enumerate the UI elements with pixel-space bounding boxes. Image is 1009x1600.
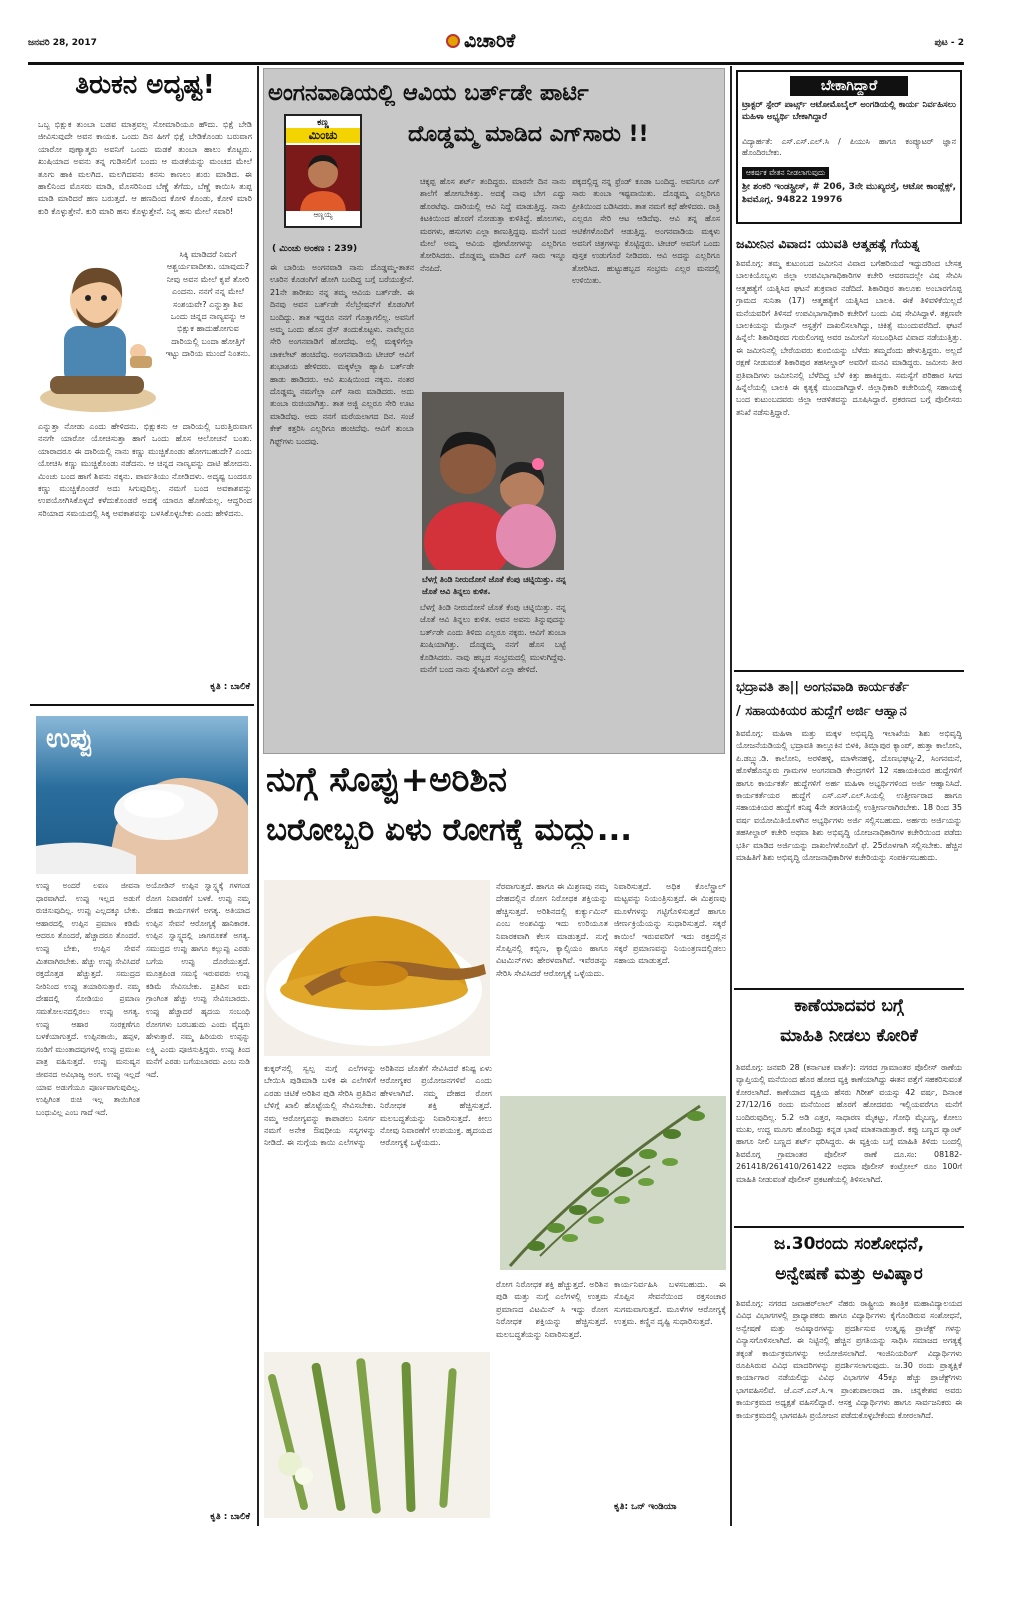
column-rule-left — [257, 66, 259, 1526]
kids-photo-caption: ಬೆಳಗ್ಗೆ ತಿಂಡಿ ನೀರುದೋಸೆ ಜೊತೆ ಕೆಂಪು ಚಟ್ನಿಯಿತ್ತು. ನನ್ನ ಜೊತೆ ಆವಿ ತಿನ್ನಲು ಕುಳಿತ. — [422, 575, 566, 597]
salt-body-a: ಉಪ್ಪು ಅಂದರೆ ಲವಣ ಜೀವನಾ ಧಾರವಾಗಿದೆ. ಉಪ್ಪು ಇಲ್ಲದ ಅಡುಗೆ ರುಚಿಸುವುದಿಲ್ಲ. ಉಪ್ಪು ಎಲ್ಲದಕ್ಕೂ ಬೇಕು. ಆಹಾರದಲ್ಲಿ ಉಪ್ಪಿನ ಪ್ರಮಾಣ ಕಡಿಮೆ ಆದರೂ ತೊಂದರೆ, ಹೆಚ್ಚಾದರೂ ತೊಂದರೆ. ಉಪ್ಪು ಬೇಕು, ಉಪ್ಪಿನ ಸೇವನೆ ಮಿತವಾಗಿರಬೇಕು. ಹೆಚ್ಚು ಉಪ್ಪು ಸೇವಿಸಿದರೆ ರಕ್ತದೊತ್ತಡ ಹೆಚ್ಚುತ್ತದೆ. ಸಮುದ್ರದ ನೀರಿನಿಂದ ಉಪ್ಪು ತಯಾರಿಸುತ್ತಾರೆ. ನಮ್ಮ ದೇಹದಲ್ಲಿ ಸೋಡಿಯಂ ಪ್ರಮಾಣ ಸಮತೋಲನದಲ್ಲಿರಲು ಉಪ್ಪು ಅಗತ್ಯ. ಉಪ್ಪು ಆಹಾರ ಸಂರಕ್ಷಣೆಗೂ ಬಳಕೆಯಾಗುತ್ತದೆ. ಉಪ್ಪಿನಕಾಯಿ, ಹಪ್ಪಳ, ಸಂಡಿಗೆ ಮುಂತಾದವುಗಳಲ್ಲಿ ಉಪ್ಪು ಪ್ರಮುಖ ಪಾತ್ರ ವಹಿಸುತ್ತದೆ. ಉಪ್ಪು ಮನುಷ್ಯನ ಜೀವನದ ಅವಿಭಾಜ್ಯ ಅಂಗ. ಉಪ್ಪು ಇಲ್ಲದೆ ಯಾವ ಅಡುಗೆಯೂ ಪೂರ್ಣವಾಗುವುದಿಲ್ಲ. ಉಪ್ಪಿಗಿಂತ ರುಚಿ ಇಲ್ಲ ತಾಯಿಗಿಂತ ಬಂಧುವಿಲ್ಲ ಎಂಬ ಗಾದೆ ಇದೆ. — [36, 881, 140, 1117]
salt-credit: ಕೃತಿ : ಬಾಲಿಕೆ — [210, 1512, 250, 1522]
job-ad-address: ಶ್ರೀ ಶಂಕರಿ ಇಂಡಸ್ಟ್ರೀಸ್, # 206, 3ನೇ ಮುಖ್ಯರಸ್ತೆ, ಆಟೋ ಕಾಂಪ್ಲೆಕ್ಸ್, ಶಿವಮೊಗ್ಗ. 94822 19976 — [742, 182, 956, 205]
salt-photo — [36, 716, 248, 874]
right-divider-1 — [734, 670, 964, 672]
story-title: ತಿರುಕನ ಅದೃಷ್ಟ! — [75, 70, 215, 100]
job-ad-qualification: ವಿದ್ಯಾರ್ಹತೆ: ಎಸ್.ಎಸ್.ಎಲ್.ಸಿ / ಪಿಯುಸಿ ಹಾಗೂ ಕಂಪ್ಯೂಟರ್ ಜ್ಞಾನ ಹೊಂದಿರಬೇಕು. — [742, 137, 956, 157]
story-body-bottom: ಎನ್ನುತ್ತಾ ನೋಡು ಎಂದು ಹೇಳಿದನು. ಭಿಕ್ಷುಕನು ಆ ದಾರಿಯಲ್ಲಿ ಬರುತ್ತಿರುವಾಗ ನನಗೇ ಯಾರೋ ಯೋಚಿಸುತ್ತಾ ಹಾಗೆ ಒಂದು ಹೊಸ ಆಲೋಚನೆ ಬಂತು. ಯಾರಾದರೂ ಈ ದಾರಿಯಲ್ಲಿ ನಾನು ಕಣ್ಣು ಮುಚ್ಚಿಕೊಂಡು ಹೋಗಬಹುದೇ? ಎಂದು ಯೋಚಿಸಿ ಕಣ್ಣು ಮುಚ್ಚಿಕೊಂಡು ನಡೆದನು. ಆ ಚಿನ್ನದ ನಾಣ್ಯವನ್ನು ದಾಟಿ ಹೋದನು. ಮಿಂಚು ಬಂದ ಹಾಗೆ ಶಿವನು ನಕ್ಕನು. ಪಾರ್ವತಿಯು ನೋಡಿದಳು. ಅದೃಷ್ಟ ಬಂದರೂ ಕಣ್ಣು ಮುಚ್ಚಿಕೊಂಡರೆ ಅದು ಸಿಗುವುದಿಲ್ಲ. ನಮಗೆ ಬಂದ ಅವಕಾಶವನ್ನು ಉಪಯೋಗಿಸಿಕೊಳ್ಳದೆ ಕಳೆದುಕೊಂಡರೆ ಅದಕ್ಕೆ ಯಾರೂ ಹೊಣೆಯಲ್ಲ. ಆದ್ದರಿಂದ ಸರಿಯಾದ ಸಮಯದಲ್ಲಿ ಸಿಕ್ಕ ಅವಕಾಶವನ್ನು ಬಳಸಿಕೊಳ್ಳಬೇಕು ಎಂದು ಹೇಳಿದನು. — [38, 421, 252, 518]
salt-title: ಉಪ್ಪು — [46, 724, 94, 754]
birthday-body-a: ಈ ಬಾರಿಯ ಅಂಗನವಾಡಿ ನಾನು ದೊಡ್ಡಮ್ಮ-ತಾತನ ಊರಿನ ಕೊಡಂಗಿಗೆ ಹೋಗಿ ಬಂದಿದ್ದ ಬಗ್ಗೆ ಬರೆಯುತ್ತೇನೆ. 21ನೇ ತಾರೀಖು ನನ್ನ ತಮ್ಮ ಆವಿಯ ಬರ್ತ್‌ಡೇ. ಈ ದಿನವು ಅವನ ಬರ್ತ್‌ಡೇ ಸೆಲೆಬ್ರೇಷನ್‌ಗೆ ಕೊಡಂಗಿಗೆ ಬಂದಿದ್ದು. ತಾತ ಇದ್ದರೂ ನನಗೆ ಗೊತ್ತಾಗಲಿಲ್ಲ. ಅವನಿಗೆ ಅಮ್ಮ ಒಂದು ಹೊಸ ಡ್ರೆಸ್ ತಂದುಕೊಟ್ಟಳು. ನಾವೆಲ್ಲರೂ ಸೇರಿ ಅಂಗನವಾಡಿಗೆ ಹೋದೆವು. ಅಲ್ಲಿ ಮಕ್ಕಳಿಗೆಲ್ಲಾ ಚಾಕಲೇಟ್ ಹಂಚಿದೆವು. ಅಂಗನವಾಡಿಯ ಟೀಚರ್ ಆವಿಗೆ ಶುಭಾಶಯ ಹೇಳಿದರು. ಮಕ್ಕಳೆಲ್ಲಾ ಹ್ಯಾಪಿ ಬರ್ತ್‌ಡೇ ಹಾಡು ಹಾಡಿದರು. ಆವಿ ಖುಷಿಯಿಂದ ನಕ್ಕನು. ನಂತರ ದೊಡ್ಡಮ್ಮ ನಮಗೆಲ್ಲಾ ಎಗ್ ಸಾರು ಮಾಡಿದರು. ಅದು ತುಂಬಾ ರುಚಿಯಾಗಿತ್ತು. ತಾತ ಅಜ್ಜಿ ಎಲ್ಲರೂ ಸೇರಿ ಊಟ ಮಾಡಿದೆವು. ಅದು ನನಗೆ ಮರೆಯಲಾಗದ ದಿನ. ಸಂಜೆ ಕೇಕ್ ಕತ್ತರಿಸಿ ಎಲ್ಲರಿಗೂ ಹಂಚಿದೆವು. ಆವಿಗೆ ತುಂಬಾ ಗಿಫ್ಟ್‌ಗಳು ಬಂದವು. — [270, 263, 414, 446]
masthead-logo — [446, 30, 515, 52]
remedy-body-c: ಕುಕ್ಕರ್‌ನಲ್ಲಿ ಸ್ವಲ್ಪ ನುಗ್ಗೆ ಎಲೆಗಳನ್ನು ಬೇಯಿಸಿ ಪುಡಿಮಾಡಿ ಬಳಿಕ ಈ ಎಲೆಗಳಿಗೆ ಎರಡು ಚಿಟಿಕೆ ಅರಿಶಿನ ಪುಡಿ ಸೇರಿಸಿ ಪ್ರತಿದಿನ ಬೆಳಿಗ್ಗೆ ಖಾಲಿ ಹೊಟ್ಟೆಯಲ್ಲಿ ಸೇವಿಸಬೇಕು. ನಮ್ಮ ಆರೋಗ್ಯವನ್ನು ಕಾಪಾಡಲು ನಿಸರ್ಗ ನಮಗೆ ಅನೇಕ ಔಷಧೀಯ ಸಸ್ಯಗಳನ್ನು ನೀಡಿದೆ. ಈ ನುಗ್ಗೆಯ ಕಾಯಿ ಎಲೆಗಳನ್ನು — [264, 1063, 376, 1148]
birthday-body-c: ಪಕ್ಕದಲ್ಲಿದ್ದ ನನ್ನ ಫ್ರೆಂಡ್ ಕೂಡಾ ಬಂದಿದ್ದ. ಅವನಿಗೂ ಎಗ್ ಸಾರು ತುಂಬಾ ಇಷ್ಟವಾಯಿತು. ದೊಡ್ಡಮ್ಮ ಎಲ್ಲರಿಗೂ ಪ್ರೀತಿಯಿಂದ ಬಡಿಸಿದರು. ತಾತ ನಮಗೆ ಕಥೆ ಹೇಳಿದರು. ರಾತ್ರಿ ಎಲ್ಲರೂ ಸೇರಿ ಆಟ ಆಡಿದೆವು. ಆವಿ ತನ್ನ ಹೊಸ ಆಟಿಕೆಗಳೊಂದಿಗೆ ಆಡುತ್ತಿದ್ದ. ಅಂಗನವಾಡಿಯ ಮಕ್ಕಳು ಅವನಿಗೆ ಚಿತ್ರಗಳನ್ನು ಕೊಟ್ಟಿದ್ದರು. ಟೀಚರ್ ಅವನಿಗೆ ಒಂದು ಪುಸ್ತಕ ಉಡುಗೊರೆ ನೀಡಿದರು. ಆವಿ ಅದನ್ನು ಎಲ್ಲರಿಗೂ ತೋರಿಸಿದ. ಹುಟ್ಟುಹಬ್ಬದ ಸಂಭ್ರಮ ಎಲ್ಲರ ಮನದಲ್ಲಿ ಉಳಿಯಿತು. — [572, 177, 720, 286]
beggar-cartoon-illustration — [34, 248, 162, 416]
remedy-title-line1: ನುಗ್ಗೆ ಸೊಪ್ಪು+ಅರಿಶಿನ — [266, 760, 508, 800]
moringa-leaves-graphic — [500, 1096, 726, 1270]
right-divider-3 — [734, 1226, 964, 1228]
kids-photo-graphic — [422, 392, 564, 570]
turmeric-graphic — [264, 880, 490, 1056]
badge-top-label: ಕಣ್ಣ — [317, 118, 329, 128]
news-research-title-1: ಜ.30ರಂದು ಸಂಶೋಧನೆ, — [773, 1234, 925, 1254]
turmeric-photo — [264, 880, 490, 1056]
page-number: ಪುಟ - 2 — [934, 38, 964, 48]
job-ad-title: ಬೇಕಾಗಿದ್ದಾರೆ — [790, 76, 908, 96]
issue-date: ಜನವರಿ 28, 2017 — [28, 38, 97, 48]
moringa-leaves-photo — [500, 1096, 726, 1270]
logo-emblem-icon — [446, 34, 460, 48]
news-missing-title-2: ಮಾಹಿತಿ ನೀಡಲು ಕೋರಿಕೆ — [780, 1026, 918, 1046]
remedy-body-e: ರೋಗ ನಿರೋಧಕ ಶಕ್ತಿ ಹೆಚ್ಚುತ್ತದೆ. ಅರಿಶಿನ ಪುಡಿ ಮತ್ತು ನುಗ್ಗೆ ಎಲೆಗಳಲ್ಲಿ ಉತ್ತಮ ಪ್ರಮಾಣದ ವಿಟಮಿನ್ ಸಿ ಇದ್ದು ರೋಗ ನಿರೋಧಕ ಶಕ್ತಿಯನ್ನು ಹೆಚ್ಚಿಸುತ್ತದೆ. ಮಲಬದ್ಧತೆಯನ್ನು ನಿವಾರಿಸುತ್ತದೆ. — [496, 1279, 608, 1339]
badge-name: ಮಿಂಚು — [286, 128, 360, 143]
story-body-top: ಒಬ್ಬ ಭಿಕ್ಷುಕ ತುಂಬಾ ಬಡವ ಮಾತ್ರವಲ್ಲ ಸೋಮಾರಿಯೂ ಹೌದು. ಭಿಕ್ಷೆ ಬೇಡಿ ಜೀವಿಸುವುದೇ ಅವನ ಕಾಯಕ. ಒಂದು ದಿನ ಹೀಗೆ ಭಿಕ್ಷೆ ಬೇಡಿಕೊಂಡು ಬರುವಾಗ ಯಾರೋ ಪುಣ್ಯಾತ್ಮರು ಅವನಿಗೆ ಒಂದು ಮಡಕೆ ತುಂಬಾ ಹಾಲು ಕೊಟ್ಟರು. ಖುಷಿಯಾದ ಅವನು ತನ್ನ ಗುಡಿಸಲಿಗೆ ಬಂದು ಆ ಮಡಕೆಯನ್ನು ಮಂಚದ ಮೇಲೆ ತೂಗು ಹಾಕಿ ಮಲಗಿದ. ಮಲಗಿದವನು ಕನಸು ಕಾಣಲು ಶುರು ಮಾಡಿದ. ಈ ಹಾಲಿನಿಂದ ಮೊಸರು ಮಾಡಿ, ಮೊಸರಿನಿಂದ ಬೆಣ್ಣೆ ತೆಗೆದು, ಬೆಣ್ಣೆ ಕಾಯಿಸಿ ತುಪ್ಪ ಮಾಡಿ ಮಾರಿದರೆ ಹಣ ಬರುತ್ತದೆ. ಆ ಹಣದಿಂದ ಕೋಳಿ ಕೊಂಡು, ಕೋಳಿ ಮಾರಿ ಕುರಿ ಕೊಳ್ಳುತ್ತೇನೆ. ಕುರಿ ಮಾರಿ ಹಸು ಕೊಳ್ಳುತ್ತೇನೆ. ನಿನ್ನ ಹಸು ಮೇಲೆ ಸವಾರಿ! — [38, 119, 252, 216]
column-badge — [284, 114, 362, 228]
remedy-title-line2: ಬರೋಬ್ಬರಿ ಏಳು ರೋಗಕ್ಕೆ ಮದ್ದು... — [266, 812, 633, 848]
job-ad-text: ಟ್ರಾಕ್ಟರ್ ಸ್ಪೇರ್ ಪಾರ್ಟ್ಸ್ ಆಟೋಮೊಬೈಲ್ ಅಂಗಡಿಯಲ್ಲಿ ಕಾರ್ಯ ನಿರ್ವಹಿಸಲು ಮಹಿಳಾ ಅಭ್ಯರ್ಥಿ ಬೇಕಾಗಿದ್ದಾರೆ — [742, 100, 956, 122]
news-land-dispute-body: ಶಿವಮೊಗ್ಗ: ತಮ್ಮ ಕುಟುಂಬದ ಜಮೀನಿನ ವಿವಾದ ಬಗೆಹರಿಯದೆ ಇದ್ದುದರಿಂದ ಬೇಸತ್ತ ಬಾಲಕಿಯೊಬ್ಬಳು ಜಿಲ್ಲಾ ಉಪವಿಭಾಗಾಧಿಕಾರಿಗಳ ಕಚೇರಿ ಆವರಣದಲ್ಲೇ ವಿಷ ಸೇವಿಸಿ ಆತ್ಮಹತ್ಯೆಗೆ ಯತ್ನಿಸಿದ ಘಟನೆ ಶುಕ್ರವಾರ ನಡೆದಿದೆ. ಶಿಕಾರಿಪುರ ತಾಲೂಕು ಅಂಬಾರಗೊಪ್ಪ ಗ್ರಾಮದ ಸುನಿತಾ (17) ಆತ್ಮಹತ್ಯೆಗೆ ಯತ್ನಿಸಿದ ಬಾಲಕಿ. ಈಕೆ ತಿಳಿವಳಿಕೆಯಿಲ್ಲದೆ ಮನೆಯವರಿಗೆ ತಿಳಿಸದೆ ಉಪವಿಭಾಗಾಧಿಕಾರಿ ಕಚೇರಿಗೆ ಬಂದು ವಿಷ ಸೇವಿಸಿದ್ದಾಳೆ. ತಕ್ಷಣವೇ ಬಾಲಕಿಯನ್ನು ಮೆಗ್ಗಾನ್ ಆಸ್ಪತ್ರೆಗೆ ದಾಖಲಿಸಲಾಗಿದ್ದು, ಚಿಕಿತ್ಸೆ ಮುಂದುವರೆದಿದೆ. ಘಟನೆ ಹಿನ್ನೆಲೆ: ಶಿಕಾರಿಪುರದ ಗುರುಲಿಂಗಪ್ಪ ಅವರ ಜಮೀನಿಗೆ ಸಂಬಂಧಿಸಿದ ವಿವಾದ ನಡೆಯುತ್ತಿತ್ತು. ಈ ಜಮೀನಿನಲ್ಲಿ ಬೇರೆಯವರು ಕುಂಬಿಯನ್ನು ಬೆಳೆದು ತಮ್ಮದೆಂದು ಹೇಳುತ್ತಿದ್ದರು. ಅಲ್ಲದೆ ರಕ್ಷಣೆ ನೀಡುವಂತೆ ಶಿಕಾರಿಪುರ ತಹಸೀಲ್ದಾರ್ ಅವರಿಗೆ ಮನವಿ ಮಾಡಿದ್ದರು. ಜಮೀನು ತೀರ ಪ್ರತಿವಾದಿಗಳು ಜಮೀನಿನಲ್ಲಿ ಬೆಳೆದಿದ್ದ ಬೆಳೆ ಕಿತ್ತು ಹಾಕಿದ್ದರು. ಸಮಸ್ಯೆಗೆ ಪರಿಹಾರ ಸಿಗದ ಹಿನ್ನೆಲೆಯಲ್ಲಿ ಬಾಲಕಿ ಈ ಕೃತ್ಯಕ್ಕೆ ಮುಂದಾಗಿದ್ದಾಳೆ. ಜಿಲ್ಲಾಧಿಕಾರಿ ಕಚೇರಿಯಲ್ಲಿ ಸಹಾಯಕ್ಕೆ ಬಂದ ಕುಟುಂಬದವರು ಜಿಲ್ಲಾ ಆಡಳಿತವನ್ನು ದೂಷಿಸಿದ್ದಾರೆ. ಪ್ರಕರಣದ ಬಗ್ಗೆ ಪೊಲೀಸರು ತನಿಖೆ ನಡೆಸುತ್ತಿದ್ದಾರೆ. — [736, 259, 962, 417]
news-missing-title-1: ಕಾಣೆಯಾದವರ ಬಗ್ಗೆ — [794, 996, 904, 1016]
news-anganwadi-jobs-title-1: ಭದ್ರಾವತಿ ತಾ|| ಅಂಗನವಾಡಿ ಕಾರ್ಯಕರ್ತೆ — [736, 680, 910, 695]
remedy-body-a: ನೆರವಾಗುತ್ತದೆ. ಹಾಗೂ ಈ ಮಿಶ್ರಣವು ನಮ್ಮ ದೇಹದಲ್ಲಿನ ರೋಗ ನಿರೋಧಕ ಶಕ್ತಿಯನ್ನು ಹೆಚ್ಚಿಸುತ್ತದೆ. ಅರಿಶಿನದಲ್ಲಿ ಕುರ್ಕ್ಯುಮಿನ್ ಎಂಬ ಅಂಶವಿದ್ದು ಇದು ಉರಿಯೂತ ನಿವಾರಕವಾಗಿ ಕೆಲಸ ಮಾಡುತ್ತದೆ. ನುಗ್ಗೆ ಸೊಪ್ಪಿನಲ್ಲಿ ಕಬ್ಬಿಣ, ಕ್ಯಾಲ್ಸಿಯಂ ಹಾಗೂ ವಿಟಮಿನ್‌ಗಳು ಹೇರಳವಾಗಿವೆ. ಇವೆರಡನ್ನು ಸೇರಿಸಿ ಸೇವಿಸಿದರೆ ಆರೋಗ್ಯಕ್ಕೆ ಒಳ್ಳೆಯದು. — [496, 881, 608, 978]
news-missing-body: ಶಿವಮೊಗ್ಗ: ಜನವರಿ 28 (ಕರ್ನಾಟಕ ವಾರ್ತೆ): ನಗರದ ಗ್ರಾಮಾಂತರ ಪೊಲೀಸ್ ಠಾಣೆಯ ವ್ಯಾಪ್ತಿಯಲ್ಲಿ ಮನೆಯಿಂದ ಹೊರ ಹೋದ ವ್ಯಕ್ತಿ ಕಾಣೆಯಾಗಿದ್ದು ಈತನ ಪತ್ತೆಗೆ ಸಹಕರಿಸುವಂತೆ ಕೋರಲಾಗಿದೆ. ಕಾಣೆಯಾದ ವ್ಯಕ್ತಿಯ ಹೆಸರು ಗಿರೀಶ್ ವಯಸ್ಸು 42 ವರ್ಷ, ದಿನಾಂಕ 27/12/16 ರಂದು ಮನೆಯಿಂದ ಹೊರಗೆ ಹೋದವರು ಇಲ್ಲಿಯವರೆಗೂ ಮನೆಗೆ ಬಂದಿರುವುದಿಲ್ಲ. 5.2 ಅಡಿ ಎತ್ತರ, ಸಾಧಾರಣ ಮೈಕಟ್ಟು, ಗೋಧಿ ಮೈಬಣ್ಣ, ಕೋಲು ಮುಖ, ಉದ್ದ ಮೂಗು ಹೊಂದಿದ್ದು ಕನ್ನಡ ಭಾಷೆ ಮಾತನಾಡುತ್ತಾರೆ. ಕಪ್ಪು ಬಣ್ಣದ ಪ್ಯಾಂಟ್ ಹಾಗೂ ನೀಲಿ ಬಣ್ಣದ ಶರ್ಟ್ ಧರಿಸಿದ್ದರು. ಈ ವ್ಯಕ್ತಿಯ ಬಗ್ಗೆ ಮಾಹಿತಿ ತಿಳಿದು ಬಂದಲ್ಲಿ ಶಿವಮೊಗ್ಗ ಗ್ರಾಮಾಂತರ ಪೊಲೀಸ್ ಠಾಣೆ ದೂ.ಸಂ: 08182-261418/261410/261422 ಅಥವಾ ಪೊಲೀಸ್ ಕಂಟ್ರೋಲ್ ರೂಂ 100ಗೆ ಮಾಹಿತಿ ನೀಡುವಂತೆ ಪೊಲೀಸ್ ಪ್ರಕಟಣೆಯಲ್ಲಿ ತಿಳಿಸಲಾಗಿದೆ. — [736, 1063, 962, 1184]
news-anganwadi-jobs-title-2: / ಸಹಾಯಕಿಯರ ಹುದ್ದೆಗೆ ಅರ್ಜಿ ಆಹ್ವಾನ — [736, 704, 907, 719]
remedy-body-b: ನಿವಾರಿಸುತ್ತದೆ. ಅಧಿಕ ಕೊಲೆಸ್ಟ್ರಾಲ್ ಮಟ್ಟವನ್ನು ನಿಯಂತ್ರಿಸುತ್ತದೆ. ಈ ಮಿಶ್ರಣವು ಮೂಳೆಗಳನ್ನು ಗಟ್ಟಿಗೊಳಿಸುತ್ತದೆ ಹಾಗೂ ಜೀರ್ಣಕ್ರಿಯೆಯನ್ನು ಸುಧಾರಿಸುತ್ತದೆ. ಸಕ್ಕರೆ ಕಾಯಿಲೆ ಇರುವವರಿಗೆ ಇದು ರಕ್ತದಲ್ಲಿನ ಸಕ್ಕರೆ ಪ್ರಮಾಣವನ್ನು ನಿಯಂತ್ರಣದಲ್ಲಿಡಲು ಸಹಾಯ ಮಾಡುತ್ತದೆ. — [614, 881, 726, 966]
birthday-title-line2: ದೊಡ್ಡಮ್ಮ ಮಾಡಿದ ಎಗ್‌ಸಾರು !! — [408, 122, 649, 147]
birthday-title-line1: ಅಂಗನವಾಡಿಯಲ್ಲಿ ಆವಿಯ ಬರ್ತ್‌ಡೇ ಪಾರ್ಟಿ — [268, 80, 589, 106]
birthday-body-b: ಚಿಕ್ಕಪ್ಪ ಹೊಸ ಶರ್ಟ್ ತಂದಿದ್ದರು. ಮಾರನೇ ದಿನ ನಾನು ಶಾಲೆಗೆ ಹೋಗಬೇಕಿತ್ತು. ಅದಕ್ಕೆ ನಾವು ಬೇಗ ಎದ್ದು ಹೊರಟೆವು. ದಾರಿಯಲ್ಲಿ ಆವಿ ನಿದ್ದೆ ಮಾಡುತ್ತಿದ್ದ. ನಾನು ಕಿಟಕಿಯಿಂದ ಹೊರಗೆ ನೋಡುತ್ತಾ ಕುಳಿತಿದ್ದೆ. ಹೊಲಗಳು, ಮರಗಳು, ಹಸುಗಳು ಎಲ್ಲಾ ಕಾಣುತ್ತಿದ್ದವು. ಮನೆಗೆ ಬಂದ ಮೇಲೆ ಅಮ್ಮ ಆವಿಯ ಫೋಟೋಗಳನ್ನು ಎಲ್ಲರಿಗೂ ತೋರಿಸಿದರು. ದೊಡ್ಡಮ್ಮ ಮಾಡಿದ ಎಗ್ ಸಾರು ಇನ್ನೂ ನೆನಪಿದೆ. — [420, 177, 566, 273]
salt-body-b: ಅಯೋಡಿನ್ ಉಪ್ಪಿನ ಸ್ವಾಸ್ಥ್ಯಕ್ಕೆ ಗಳಗಂಡ ರೋಗ ನಿವಾರಣೆಗೆ ಬಳಕೆ. ಉಪ್ಪು ನಮ್ಮ ದೇಹದ ಕಾರ್ಯಗಳಿಗೆ ಅಗತ್ಯ. ಅತಿಯಾದ ಉಪ್ಪಿನ ಸೇವನೆ ಆರೋಗ್ಯಕ್ಕೆ ಹಾನಿಕಾರಕ. ಉಪ್ಪಿನ ಸ್ವಾಸ್ಥ್ಯದಲ್ಲಿ ಜಾಗರೂಕತೆ ಅಗತ್ಯ. ಸಮುದ್ರದ ಉಪ್ಪು ಹಾಗೂ ಕಲ್ಲುಪ್ಪು ಎರಡು ಬಗೆಯ ಉಪ್ಪು ದೊರೆಯುತ್ತದೆ. ಮೂತ್ರಪಿಂಡ ಸಮಸ್ಯೆ ಇರುವವರು ಉಪ್ಪು ಕಡಿಮೆ ಸೇವಿಸಬೇಕು. ಪ್ರತಿದಿನ ಐದು ಗ್ರಾಂಗಿಂತ ಹೆಚ್ಚು ಉಪ್ಪು ಸೇವಿಸಬಾರದು. ಉಪ್ಪು ಹೆಚ್ಚಾದರೆ ಹೃದಯ ಸಂಬಂಧಿ ರೋಗಗಳು ಬರಬಹುದು ಎಂದು ವೈದ್ಯರು ಹೇಳುತ್ತಾರೆ. ನಮ್ಮ ಹಿರಿಯರು ಉಪ್ಪನ್ನು ಲಕ್ಷ್ಮಿ ಎಂದು ಪೂಜಿಸುತ್ತಿದ್ದರು. ಉಪ್ಪು ತಿಂದ ಮನೆಗೆ ಎರಡು ಬಗೆಯಬಾರದು ಎಂಬ ನುಡಿ ಇದೆ. — [146, 881, 250, 1079]
story-credit: ಕೃತಿ : ಬಾಲಿಕೆ — [210, 682, 250, 692]
birthday-body-d: ಬೆಳಗ್ಗೆ ತಿಂಡಿ ನೀರುದೋಸೆ ಜೊತೆ ಕೆಂಪು ಚಟ್ನಿಯಿತ್ತು. ನನ್ನ ಜೊತೆ ಆವಿ ತಿನ್ನಲು ಕುಳಿತ. ಅವನ ಅವನು ತಿನ್ನುವುದನ್ನು ಬರ್ತ್‌ಡೇ ಎಂದು ತಿಳಿದು ಎಲ್ಲರೂ ನಕ್ಕರು. ಆವಿಗೆ ತುಂಬಾ ಖುಷಿಯಾಗಿತ್ತು. ದೊಡ್ಡಮ್ಮ ನನಗೆ ಹೊಸ ಬಟ್ಟೆ ಕೊಡಿಸಿದರು. ನಾವು ಹಬ್ಬದ ಸಂಭ್ರಮದಲ್ಲಿ ಮುಳುಗಿದ್ದೆವು. ಮನೆಗೆ ಬಂದ ನಾನು ಸ್ನೇಹಿತರಿಗೆ ಎಲ್ಲಾ ಹೇಳಿದೆ. — [420, 603, 566, 675]
remedy-body-d: ಅರಿಶಿನದ ಜೊತೆಗೆ ಸೇವಿಸಿದರೆ ಕನಿಷ್ಟ ಏಳು ಆರೋಗ್ಯಕರ ಪ್ರಯೋಜನಗಳಿವೆ ಎಂದು ಹೇಳಲಾಗಿದೆ. ನಮ್ಮ ದೇಹದ ರೋಗ ನಿರೋಧಕ ಶಕ್ತಿ ಹೆಚ್ಚಿಸುತ್ತದೆ. ಮಲಬದ್ಧತೆಯನ್ನು ನಿವಾರಿಸುತ್ತದೆ. ಕೀಲು ನೋವು ನಿವಾರಣೆಗೆ ಉಪಯುಕ್ತ. ಹೃದಯದ ಆರೋಗ್ಯಕ್ಕೆ ಒಳ್ಳೆಯದು. — [380, 1063, 492, 1148]
series-number: ( ಮಿಂಚು ಅಂಕಣ : 239) — [272, 244, 358, 254]
logo-text: ವಿಚಾರಿಕೆ — [464, 30, 516, 52]
masthead — [28, 30, 964, 62]
column-rule-right — [730, 66, 732, 1526]
moringa-pods-photo — [264, 1352, 490, 1518]
news-anganwadi-jobs-body: ಶಿವಮೊಗ್ಗ: ಮಹಿಳಾ ಮತ್ತು ಮಕ್ಕಳ ಅಭಿವೃದ್ಧಿ ಇಲಾಖೆಯ ಶಿಶು ಅಭಿವೃದ್ಧಿ ಯೋಜನೆಯಡಿಯಲ್ಲಿ ಭದ್ರಾವತಿ ತಾಲ್ಲೂಕಿನ ಬಿಳಕಿ, ತಿಮ್ಲಾಪುರ ಕ್ಯಾಂಪ್, ಹುತ್ತಾ ಕಾಲೋನಿ, ಪಿ.ಡಬ್ಲ್ಯು.ಡಿ. ಕಾಲೋನಿ, ಅರಳಿಹಳ್ಳಿ, ಮಾಳೇನಹಳ್ಳಿ, ದೊಣಭಘಟ್ಟ-2, ಸಿಂಗನಮನೆ, ಹೊಳೆಹೊನ್ನೂರು ಗ್ರಾಮಗಳ ಅಂಗನವಾಡಿ ಕೇಂದ್ರಗಳಿಗೆ 12 ಸಹಾಯಕಿಯರ ಹುದ್ದೆಗಳಿಗೆ ಹಾಗೂ ಕಾರ್ಯಕರ್ತೆ ಹುದ್ದೆಗಳಿಗೆ ಅರ್ಹ ಮಹಿಳಾ ಅಭ್ಯರ್ಥಿಗಳಿಂದ ಅರ್ಜಿ ಆಹ್ವಾನಿಸಿದೆ. ಕಾರ್ಯಕರ್ತೆಯರ ಹುದ್ದೆಗೆ ಎಸ್.ಎಸ್.ಎಲ್.ಸಿಯಲ್ಲಿ ಉತ್ತೀರ್ಣರಾದ ಹಾಗೂ ಸಹಾಯಕಿಯರ ಹುದ್ದೆಗೆ ಕನಿಷ್ಠ 4ನೇ ತರಗತಿಯಲ್ಲಿ ಉತ್ತೀರ್ಣರಾಗಿರಬೇಕು. 18 ರಿಂದ 35 ವರ್ಷ ವಯೋಮಿತಿಯೊಳಗಿನ ಅಭ್ಯರ್ಥಿಗಳು ಅರ್ಜಿ ಸಲ್ಲಿಸಬಹುದು. ಅರ್ಹರು ಅರ್ಜಿಯನ್ನು ತಹಸೀಲ್ದಾರ್ ಕಚೇರಿ ಅಥವಾ ಶಿಶು ಅಭಿವೃದ್ಧಿ ಯೋಜನಾಧಿಕಾರಿಗಳ ಕಚೇರಿಯಿಂದ ಪಡೆದು ಭರ್ತಿ ಮಾಡಿದ ಅರ್ಜಿಯನ್ನು ದಾಖಲೆಗಳೊಂದಿಗೆ ಫೆ. 25ರೊಳಗಾಗಿ ಸಲ್ಲಿಸಬೇಕು. ಹೆಚ್ಚಿನ ಮಾಹಿತಿಗೆ ಶಿಶು ಅಭಿವೃದ್ಧಿ ಯೋಜನಾಧಿಕಾರಿಗಳ ಕಚೇರಿಯನ್ನು ಸಂಪರ್ಕಿಸಬಹುದು. — [736, 729, 962, 863]
masthead-rule — [28, 62, 964, 65]
right-divider-2 — [734, 988, 964, 990]
news-research-body: ಶಿವಮೊಗ್ಗ: ನಗರದ ಜವಾಹರ್‌ಲಾಲ್ ನೆಹರು ರಾಷ್ಟ್ರೀಯ ತಾಂತ್ರಿಕ ಮಹಾವಿದ್ಯಾಲಯದ ವಿವಿಧ ವಿಭಾಗಗಳಲ್ಲಿ ಪ್ರಾಧ್ಯಾಪಕರು ಹಾಗೂ ವಿದ್ಯಾರ್ಥಿಗಳು ಕೈಗೊಂಡಿರುವ ಸಂಶೋಧನೆ, ಅನ್ವೇಷಣೆ ಮತ್ತು ಅವಿಷ್ಕಾರಗಳನ್ನು ಪ್ರದರ್ಶಿಸುವ ಉತ್ಕೃಷ್ಟ ಪ್ರಾಜೆಕ್ಟ್ ಗಳನ್ನು ವಿನ್ಯಾಸಗೊಳಿಸಲಾಗಿದೆ. ಈ ನಿಟ್ಟಿನಲ್ಲಿ ಹೆಚ್ಚಿನ ಪ್ರಗತಿಯನ್ನು ಸಾಧಿಸಿ ಸಮಾಜದ ಅಗತ್ಯಕ್ಕೆ ತಕ್ಕಂತೆ ಕಾರ್ಯಕ್ರಮಗಳನ್ನು ಆಯೋಜಿಸಲಾಗಿದೆ. ಇಂಜಿನಿಯರಿಂಗ್ ವಿದ್ಯಾರ್ಥಿಗಳು ರೂಪಿಸಿರುವ ವಿವಿಧ ಮಾದರಿಗಳನ್ನು ಪ್ರದರ್ಶಿಸಲಾಗುವುದು. ಜ.30 ರಂದು ಪ್ರಾತ್ಯಕ್ಷಿಕೆ ಕಾರ್ಯಾಗಾರ ನಡೆಯಲಿದ್ದು ವಿವಿಧ ವಿಭಾಗಗಳ 45ಕ್ಕೂ ಹೆಚ್ಚು ಪ್ರಾಜೆಕ್ಟ್‌ಗಳು ಭಾಗವಹಿಸಲಿವೆ. ಜೆ.ಎನ್.ಎನ್.ಸಿ.ಇ ಪ್ರಾಂಶುಪಾಲರಾದ ಡಾ. ಚನ್ನಕೇಶವ ಅವರು ಕಾರ್ಯಕ್ರಮದ ಅಧ್ಯಕ್ಷತೆ ವಹಿಸಲಿದ್ದಾರೆ. ಆಸಕ್ತ ವಿದ್ಯಾರ್ಥಿಗಳು ಹಾಗೂ ಸಾರ್ವಜನಿಕರು ಈ ಕಾರ್ಯಕ್ರಮದಲ್ಲಿ ಭಾಗವಹಿಸಿ ಪ್ರಯೋಜನ ಪಡೆದುಕೊಳ್ಳಬೇಕೆಂದು ಕೋರಲಾಗಿದೆ. — [736, 1299, 962, 1420]
author-portrait — [286, 145, 360, 211]
story-divider — [30, 704, 254, 706]
kids-photo — [422, 392, 564, 570]
job-ad-box — [736, 70, 962, 224]
moringa-pods-graphic — [264, 1352, 490, 1518]
news-research-title-2: ಅನ್ವೇಷಣೆ ಮತ್ತು ಅವಿಷ್ಕಾರ — [775, 1264, 923, 1284]
news-land-dispute-title: ಜಮೀನಿನ ವಿವಾದ: ಯುವತಿ ಆತ್ಮಹತ್ಯೆ ಗೆಯತ್ನ — [736, 236, 920, 251]
badge-author: ಆಣ್ಣಯ್ಯ — [313, 211, 333, 219]
remedy-body-f: ಕಾರ್ಯನಿರ್ವಹಿಸಿ ಬಳಸಬಹುದು. ಈ ಸೊಪ್ಪಿನ ಸೇವನೆಯಿಂದ ರಕ್ತಸಂಚಾರ ಸುಗಮವಾಗುತ್ತದೆ. ಮೂಳೆಗಳ ಆರೋಗ್ಯಕ್ಕೆ ಉತ್ತಮ. ಕಣ್ಣಿನ ದೃಷ್ಟಿ ಸುಧಾರಿಸುತ್ತದೆ. — [614, 1279, 726, 1327]
story-body-bubble: ಸಿಕ್ಕಿ ಮಾಡಿದರೆ ನಿಮಗೆ ಆಶ್ಚರ್ಯವಾದೀತು. ಯಾವುದು? ನೀವು ಅವನ ಮೇಲೆ ಕೃಪೆ ತೋರಿ ಎಂದನು. ನನಗೆ ನನ್ನ ಮೇಲೆ ಸಂಶಯವೇ? ಎನ್ನುತ್ತಾ ಶಿವ ಒಂದು ಚಿನ್ನದ ನಾಣ್ಯವನ್ನು ಆ ಭಿಕ್ಷುಕ ಹಾದುಹೋಗುವ ದಾರಿಯಲ್ಲಿ ಬಂದಾ ಹೋತ್ತಿಗೆ ಇಟ್ಟು ದಾರಿಯ ಮುಂದೆ ನಿಂತನು. — [165, 249, 251, 359]
remedy-credit: ಕೃತಿ: ಒನ್ ಇಂಡಿಯಾ — [614, 1502, 677, 1512]
job-ad-salary-tag: ಆಕರ್ಷಕ ವೇತನ ನೀಡಲಾಗುವುದು — [742, 167, 829, 179]
